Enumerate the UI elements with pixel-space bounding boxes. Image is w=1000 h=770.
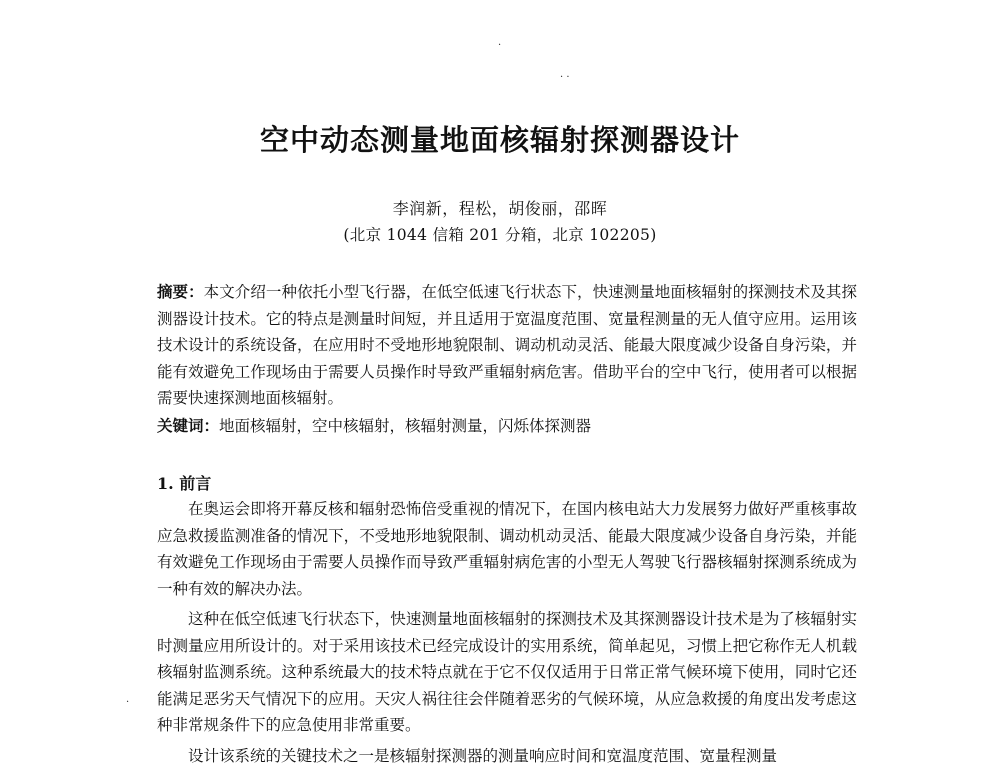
paper-authors: 李润新，程松，胡俊丽，邵晖 [392,199,608,218]
abstract-text: 本文介绍一种依托小型飞行器，在低空低速飞行状态下，快速测量地面核辐射的探测技术及其探测器设计技术。它的特点是测量时间短，并且适用于宽温度范围、宽量程测量的无人值守应用。运用该技术设计的系统设备，在应用时不受地形地貌限制、调动机动灵活、能最大限度减少设备自身污染，并能有效避免工作现场由于需要人员操作时导致严重辐射病危害。借助平台的空中飞行，使用者可以根据需要快速探测地面核辐射。 [157,283,857,407]
paper-title: 空中动态测量地面核辐射探测器设计 [259,123,740,157]
body-paragraph: 在奥运会即将开幕反核和辐射恐怖倍受重视的情况下，在国内核电站大力发展努力做好严重核事故应急救援监测准备的情况下，不受地形地貌限制、调动机动灵活、能最大限度减少设备自身污染，并能有效避免工作现场由于需要人员操作而导致严重辐射病危害的小型无人驾驶飞行器核辐射探测系统成为一种有效的解决办法。 [157,500,857,598]
scan-speck: · [498,40,502,51]
body-paragraph: 这种在低空低速飞行状态下，快速测量地面核辐射的探测技术及其探测器设计技术是为了核辐射实时测量应用所设计的。对于采用该技术已经完成设计的实用系统，简单起见，习惯上把它称作无人机载核辐射监测系统。这种系统最大的技术特点就在于它不仅仅适用于日常正常气候环境下使用，同时它还能满足恶劣天气情况下的应用。天灾人祸往往会伴随着恶劣的气候环境，从应急救援的角度出发考虑这种非常规条件下的应急使用非常重要。 [157,610,857,734]
scan-speck: · · [560,72,570,83]
keywords-text: 地面核辐射，空中核辐射，核辐射测量，闪烁体探测器 [219,417,592,435]
keywords-label: 关键词： [157,416,220,435]
abstract [157,279,857,412]
abstract-label: 摘要： [157,282,204,301]
paper-affiliation: (北京 1044 信箱 201 分箱，北京 102205) [343,226,657,244]
scan-speck: · [126,697,130,708]
section-heading: 1. 前言 [157,474,212,493]
body-paragraph: 设计该系统的关键技术之一是核辐射探测器的测量响应时间和宽温度范围、宽量程测量 [188,747,778,765]
keywords [157,413,857,440]
